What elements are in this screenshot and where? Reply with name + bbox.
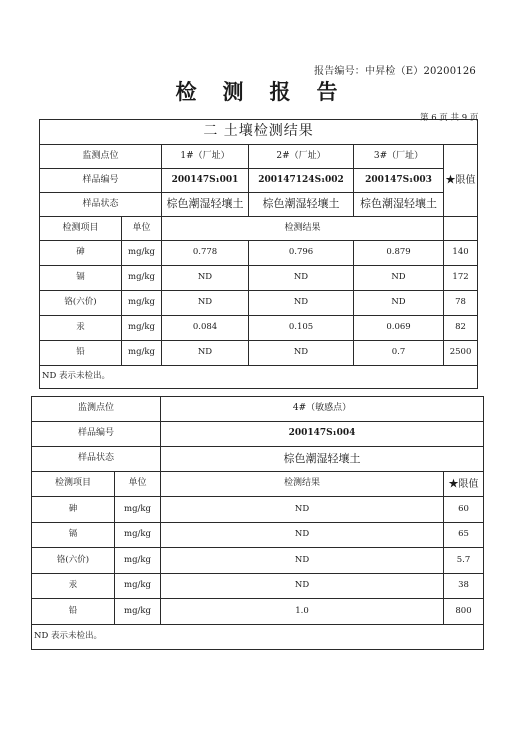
- point-4: 4#（敏感点）: [161, 397, 484, 422]
- item-name: 铬(六价): [40, 291, 122, 316]
- limit-value: 140: [444, 241, 478, 266]
- item-name: 汞: [40, 316, 122, 341]
- col-unit-header: 单位: [122, 217, 162, 241]
- table-row: [40, 241, 478, 266]
- limit-value: 2500: [444, 341, 478, 366]
- table-row: [32, 599, 484, 625]
- label-sample-number: 样品编号: [40, 169, 162, 193]
- report-number: 报告编号：中昇检（E）20200126: [314, 66, 476, 77]
- label-monitoring-point: 监测点位: [32, 397, 161, 422]
- table-row: [32, 548, 484, 574]
- result-2: ND: [249, 266, 354, 291]
- footnote: ND 表示未检出。: [32, 624, 484, 649]
- limit-value: 82: [444, 316, 478, 341]
- unit: mg/kg: [122, 266, 162, 291]
- limit-value: 5.7: [444, 548, 484, 574]
- result-1: ND: [162, 266, 249, 291]
- label-sample-state: 样品状态: [40, 193, 162, 217]
- unit: mg/kg: [122, 291, 162, 316]
- item-name: 砷: [32, 497, 115, 523]
- item-name: 汞: [32, 573, 115, 599]
- sample-state-4: 棕色潮湿轻壤土: [161, 447, 484, 472]
- label-sample-state: 样品状态: [32, 447, 161, 472]
- limit-cell-empty: [444, 217, 478, 241]
- result-2: ND: [249, 341, 354, 366]
- result-value: 1.0: [161, 599, 444, 625]
- point-2: 2#（厂址）: [249, 145, 354, 169]
- limit-value: 78: [444, 291, 478, 316]
- footnote: ND 表示未检出。: [40, 366, 478, 389]
- unit: mg/kg: [115, 573, 161, 599]
- unit: mg/kg: [122, 316, 162, 341]
- result-3: 0.7: [354, 341, 444, 366]
- point-3: 3#（厂址）: [354, 145, 444, 169]
- result-3: ND: [354, 291, 444, 316]
- result-value: ND: [161, 548, 444, 574]
- table-row: [32, 497, 484, 523]
- result-2: ND: [249, 291, 354, 316]
- document-title: 检测报告: [175, 79, 364, 104]
- unit: mg/kg: [122, 341, 162, 366]
- soil-results-table-1: [39, 119, 478, 389]
- table-row: [40, 266, 478, 291]
- page-number: 第 6 页 共 9 页: [420, 113, 479, 123]
- limit-value: 38: [444, 573, 484, 599]
- limit-value: 65: [444, 522, 484, 548]
- col-item-header: 检测项目: [32, 472, 115, 497]
- sample-number-2: 200147124S₁002: [249, 169, 354, 193]
- sample-number-3: 200147S₁003: [354, 169, 444, 193]
- unit: mg/kg: [115, 522, 161, 548]
- table-row: [40, 316, 478, 341]
- result-1: 0.084: [162, 316, 249, 341]
- limit-value: 172: [444, 266, 478, 291]
- result-value: ND: [161, 522, 444, 548]
- unit: mg/kg: [115, 497, 161, 523]
- unit: mg/kg: [115, 599, 161, 625]
- item-name: 铬(六价): [32, 548, 115, 574]
- soil-results-table-2: [31, 396, 484, 650]
- label-sample-number: 样品编号: [32, 422, 161, 447]
- limit-header: ★限值: [444, 472, 484, 497]
- limit-value: 60: [444, 497, 484, 523]
- table-row: [40, 341, 478, 366]
- item-name: 铅: [32, 599, 115, 625]
- sample-number-4: 200147S₁004: [161, 422, 484, 447]
- result-1: ND: [162, 291, 249, 316]
- result-3: 0.879: [354, 241, 444, 266]
- sample-state-3: 棕色潮湿轻壤土: [354, 193, 444, 217]
- table-row: [40, 291, 478, 316]
- item-name: 镉: [32, 522, 115, 548]
- col-result-header: 检测结果: [161, 472, 444, 497]
- item-name: 砷: [40, 241, 122, 266]
- label-monitoring-point: 监测点位: [40, 145, 162, 169]
- result-3: 0.069: [354, 316, 444, 341]
- sample-state-2: 棕色潮湿轻壤土: [249, 193, 354, 217]
- result-1: 0.778: [162, 241, 249, 266]
- result-2: 0.105: [249, 316, 354, 341]
- result-value: ND: [161, 497, 444, 523]
- result-3: ND: [354, 266, 444, 291]
- table-row: [32, 522, 484, 548]
- col-result-header: 检测结果: [162, 217, 444, 241]
- limit-header: ★限值: [444, 145, 478, 217]
- sample-state-1: 棕色潮湿轻壤土: [162, 193, 249, 217]
- table-row: [32, 573, 484, 599]
- sample-number-1: 200147S₁001: [162, 169, 249, 193]
- unit: mg/kg: [122, 241, 162, 266]
- col-unit-header: 单位: [115, 472, 161, 497]
- item-name: 镉: [40, 266, 122, 291]
- unit: mg/kg: [115, 548, 161, 574]
- point-1: 1#（厂址）: [162, 145, 249, 169]
- item-name: 铅: [40, 341, 122, 366]
- limit-value: 800: [444, 599, 484, 625]
- result-2: 0.796: [249, 241, 354, 266]
- result-1: ND: [162, 341, 249, 366]
- result-value: ND: [161, 573, 444, 599]
- col-item-header: 检测项目: [40, 217, 122, 241]
- section-title: 二 土壤检测结果: [40, 120, 478, 145]
